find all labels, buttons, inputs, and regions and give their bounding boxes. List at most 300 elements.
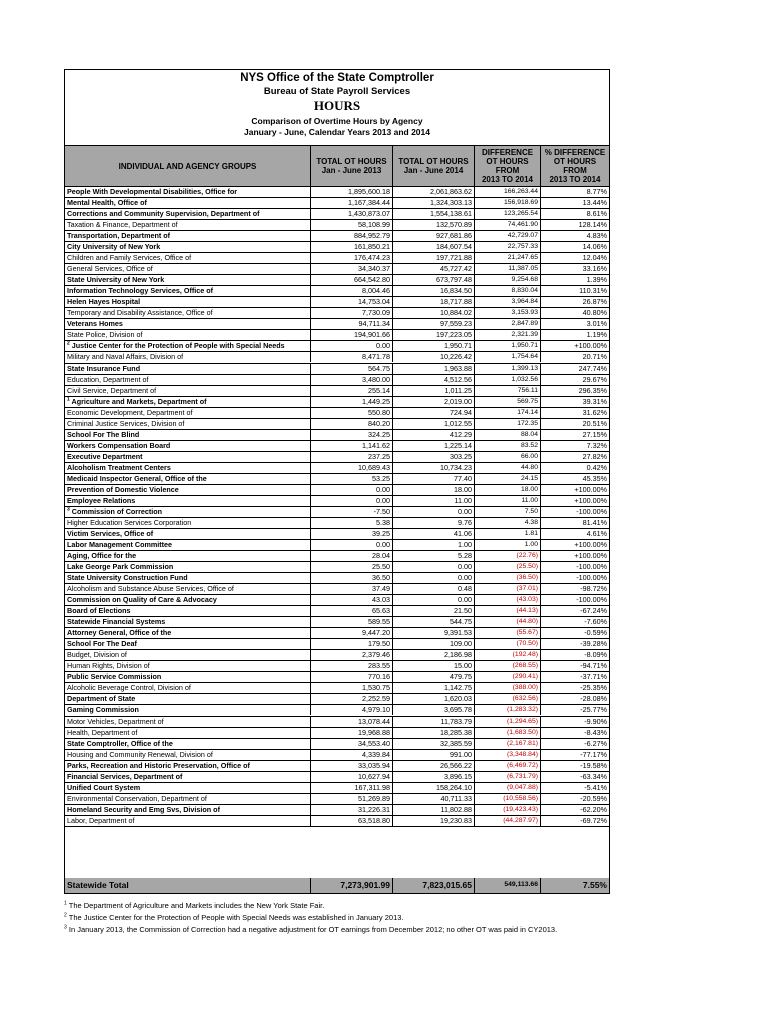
- table-row: [65, 408, 609, 419]
- percent-difference-cell: -37.71%: [540, 672, 609, 682]
- difference-cell: (6,469.72): [474, 761, 540, 771]
- table-row: [65, 253, 609, 264]
- column-header-total-2013: TOTAL OT HOURS Jan - June 2013: [310, 146, 392, 186]
- hours-2014-cell: 19,230.83: [392, 816, 474, 826]
- percent-difference-cell: -100.00%: [540, 573, 609, 583]
- table-row: [65, 705, 609, 716]
- percent-difference-cell: 110.31%: [540, 286, 609, 296]
- agency-name: Lake George Park Commission: [67, 562, 174, 572]
- hours-2014-cell: 45,727.42: [392, 264, 474, 274]
- percent-difference-cell: +100.00%: [540, 341, 609, 351]
- agency-name: Information Technology Services, Office of: [67, 286, 214, 296]
- total-label: Statewide Total: [67, 880, 129, 890]
- hours-2014-cell: 2,019.00: [392, 397, 474, 407]
- difference-cell: 123,265.54: [474, 209, 540, 219]
- percent-difference-cell: -7.60%: [540, 617, 609, 627]
- hours-2014-cell: 11,783.79: [392, 717, 474, 727]
- hours-2013-cell: 19,968.88: [310, 728, 392, 738]
- difference-cell: 166,263.44: [474, 187, 540, 197]
- report-frame: [64, 69, 610, 894]
- hours-2013-cell: 840.20: [310, 419, 392, 429]
- total-percent: 7.55%: [540, 878, 609, 893]
- agency-name-cell: [67, 540, 310, 550]
- hours-2014-cell: 1,142.75: [392, 683, 474, 693]
- table-row: [65, 220, 609, 231]
- hours-2014-cell: 9.76: [392, 518, 474, 528]
- agency-name-cell: [67, 805, 310, 815]
- table-column-header: [65, 145, 609, 187]
- hours-2013-cell: 8,004.46: [310, 286, 392, 296]
- hours-2013-cell: 5.38: [310, 518, 392, 528]
- percent-difference-cell: +100.00%: [540, 540, 609, 550]
- percent-difference-cell: -19.58%: [540, 761, 609, 771]
- agency-name: State University Construction Fund: [67, 573, 188, 583]
- percent-difference-cell: -94.71%: [540, 661, 609, 671]
- hours-2013-cell: 8,471.78: [310, 352, 392, 362]
- agency-name-cell: [67, 639, 310, 649]
- difference-cell: (44.13): [474, 606, 540, 616]
- percent-difference-cell: 45.35%: [540, 474, 609, 484]
- footnote-text: The Department of Agriculture and Markets includes the New York State Fair.: [68, 901, 325, 910]
- footnote-number: 2: [64, 912, 67, 919]
- agency-name-cell: [67, 584, 310, 594]
- table-row: [65, 485, 609, 496]
- difference-cell: (1,283.32): [474, 705, 540, 715]
- hours-2013-cell: 2,379.46: [310, 650, 392, 660]
- hours-2013-cell: 63,518.80: [310, 816, 392, 826]
- agency-name-cell: [67, 308, 310, 318]
- agency-name-cell: [67, 650, 310, 660]
- agency-name: Children and Family Services, Office of: [67, 253, 192, 263]
- percent-difference-cell: 20.71%: [540, 352, 609, 362]
- percent-difference-cell: -9.90%: [540, 717, 609, 727]
- table-row: [65, 683, 609, 694]
- table-row: [65, 341, 609, 352]
- hours-2013-cell: 10,627.94: [310, 772, 392, 782]
- column-header-percent-difference: % DIFFERENCE OT HOURS FROM 2013 TO 2014: [540, 146, 609, 186]
- footnote-number: 3: [64, 924, 67, 931]
- column-header-agency: INDIVIDUAL AND AGENCY GROUPS: [118, 161, 257, 171]
- agency-name: Education, Department of: [67, 374, 149, 384]
- table-row: [65, 430, 609, 441]
- hours-2014-cell: 1.00: [392, 540, 474, 550]
- difference-cell: (22.76): [474, 551, 540, 561]
- agency-name: City University of New York: [67, 242, 161, 252]
- percent-difference-cell: -0.59%: [540, 628, 609, 638]
- percent-difference-cell: 27.82%: [540, 452, 609, 462]
- table-row: [65, 794, 609, 805]
- percent-difference-cell: +100.00%: [540, 551, 609, 561]
- table-row: [65, 209, 609, 220]
- hours-2013-cell: 36.50: [310, 573, 392, 583]
- hours-2014-cell: 1,011.25: [392, 386, 474, 396]
- report-heading: HOURS: [313, 98, 361, 113]
- agency-name: Higher Education Services Corporation: [67, 517, 192, 527]
- percent-difference-cell: 1.39%: [540, 275, 609, 285]
- hours-2014-cell: 0.00: [392, 562, 474, 572]
- agency-name-cell: [67, 364, 310, 374]
- table-row: [65, 242, 609, 253]
- table-row: [65, 330, 609, 341]
- hours-2014-cell: 5.28: [392, 551, 474, 561]
- footnotes: [64, 900, 704, 936]
- agency-name-cell: [67, 275, 310, 285]
- difference-cell: 2,321.39: [474, 330, 540, 340]
- table-row: [65, 540, 609, 551]
- difference-cell: (632.56): [474, 694, 540, 704]
- agency-name: Workers Compensation Board: [67, 440, 171, 450]
- agency-name: Criminal Justice Services, Division of: [67, 418, 185, 428]
- hours-2014-cell: 18,285.38: [392, 728, 474, 738]
- hours-2013-cell: 34,553.40: [310, 739, 392, 749]
- table-row: [65, 617, 609, 628]
- agency-name: Labor, Department of: [67, 815, 135, 825]
- difference-cell: 156,918.69: [474, 198, 540, 208]
- difference-cell: (25.50): [474, 562, 540, 572]
- hours-2013-cell: 34,340.37: [310, 264, 392, 274]
- agency-name-cell: [67, 728, 310, 738]
- hours-2013-cell: 4,339.84: [310, 750, 392, 760]
- difference-cell: 1,399.13: [474, 364, 540, 374]
- table-row: [65, 397, 609, 408]
- agency-name-cell: [67, 683, 310, 693]
- agency-name-cell: [67, 209, 310, 219]
- difference-cell: 42,729.07: [474, 231, 540, 241]
- hours-2014-cell: 21.50: [392, 606, 474, 616]
- difference-cell: (70.50): [474, 639, 540, 649]
- agency-name: Economic Development, Department of: [67, 407, 193, 417]
- agency-name: Justice Center for the Protection of People with Special Needs: [71, 341, 285, 351]
- agency-name-cell: [67, 496, 310, 506]
- hours-2013-cell: 884,952.79: [310, 231, 392, 241]
- percent-difference-cell: 8.77%: [540, 187, 609, 197]
- hours-2014-cell: 0.00: [392, 507, 474, 517]
- agency-name-cell: [67, 198, 310, 208]
- footnote-marker: 2: [67, 341, 70, 348]
- table-row: [65, 352, 609, 363]
- agency-name: Parks, Recreation and Historic Preservation, Office of: [67, 760, 250, 770]
- agency-name: Public Service Commission: [67, 672, 162, 682]
- percent-difference-cell: -25.77%: [540, 705, 609, 715]
- agency-name: Alcoholic Beverage Control, Division of: [67, 683, 191, 693]
- difference-cell: 18.00: [474, 485, 540, 495]
- percent-difference-cell: 14.06%: [540, 242, 609, 252]
- table-row: [65, 717, 609, 728]
- difference-cell: (192.48): [474, 650, 540, 660]
- table-row: [65, 496, 609, 507]
- percent-difference-cell: -63.34%: [540, 772, 609, 782]
- table-row: [65, 474, 609, 485]
- agency-name-cell: [67, 518, 310, 528]
- table-row: [65, 783, 609, 794]
- hours-2013-cell: 664,542.80: [310, 275, 392, 285]
- agency-name: General Services, Office of: [67, 264, 153, 274]
- table-body: [65, 187, 609, 827]
- percent-difference-cell: -39.28%: [540, 639, 609, 649]
- agency-name-cell: [67, 694, 310, 704]
- agency-name-cell: [67, 761, 310, 771]
- agency-name: Human Rights, Division of: [67, 661, 150, 671]
- table-row: [65, 562, 609, 573]
- agency-name-cell: [67, 341, 310, 351]
- table-row: [65, 628, 609, 639]
- hours-2014-cell: 0.00: [392, 573, 474, 583]
- table-row: [65, 452, 609, 463]
- table-row: [65, 529, 609, 540]
- hours-2014-cell: 3,896.15: [392, 772, 474, 782]
- hours-2014-cell: 11,802.88: [392, 805, 474, 815]
- agency-name: Helen Hayes Hospital: [67, 297, 141, 307]
- agency-name-cell: [67, 319, 310, 329]
- difference-cell: (268.55): [474, 661, 540, 671]
- difference-cell: (1,294.65): [474, 717, 540, 727]
- agency-name-cell: [67, 419, 310, 429]
- agency-name-cell: [67, 187, 310, 197]
- hours-2013-cell: 1,530.75: [310, 683, 392, 693]
- hours-2013-cell: 33,035.94: [310, 761, 392, 771]
- hours-2014-cell: 412.29: [392, 430, 474, 440]
- hours-2014-cell: 3,695.78: [392, 705, 474, 715]
- footnote-marker: 1: [67, 396, 70, 403]
- agency-name: Transportation, Department of: [67, 231, 171, 241]
- agency-name: Homeland Security and Emg Svs, Division of: [67, 804, 220, 814]
- difference-cell: (388.00): [474, 683, 540, 693]
- difference-cell: 1.81: [474, 529, 540, 539]
- hours-2013-cell: 589.55: [310, 617, 392, 627]
- difference-cell: (3,348.84): [474, 750, 540, 760]
- hours-2013-cell: 2,252.59: [310, 694, 392, 704]
- difference-cell: (19,423.43): [474, 805, 540, 815]
- table-row: [65, 816, 609, 827]
- hours-2013-cell: 25.50: [310, 562, 392, 572]
- percent-difference-cell: 3.01%: [540, 319, 609, 329]
- percent-difference-cell: -8.09%: [540, 650, 609, 660]
- agency-name: Labor Management Committee: [67, 540, 173, 549]
- hours-2014-cell: 1,324,303.13: [392, 198, 474, 208]
- statewide-total-row: [65, 878, 609, 893]
- table-row: [65, 264, 609, 275]
- agency-name: School For The Deaf: [67, 639, 137, 649]
- hours-2013-cell: 1,895,600.18: [310, 187, 392, 197]
- hours-2014-cell: 0.00: [392, 595, 474, 605]
- difference-cell: (2,167.81): [474, 739, 540, 749]
- percent-difference-cell: -6.27%: [540, 739, 609, 749]
- agency-name: Prevention of Domestic Violence: [67, 484, 179, 494]
- agency-name: Housing and Community Renewal, Division of: [67, 749, 213, 759]
- table-row: [65, 551, 609, 562]
- agency-name-cell: [67, 617, 310, 627]
- percent-difference-cell: -98.72%: [540, 584, 609, 594]
- table-row: [65, 584, 609, 595]
- agency-name: Corrections and Community Supervision, Department of: [67, 209, 260, 219]
- difference-cell: 4.38: [474, 518, 540, 528]
- agency-name: Temporary and Disability Assistance, Office of: [67, 308, 213, 318]
- difference-cell: 11,387.05: [474, 264, 540, 274]
- hours-2013-cell: 43.03: [310, 595, 392, 605]
- hours-2013-cell: 37.49: [310, 584, 392, 594]
- agency-name-cell: [67, 562, 310, 572]
- agency-name-cell: [67, 750, 310, 760]
- difference-cell: 1,950.71: [474, 341, 540, 351]
- percent-difference-cell: 40.80%: [540, 308, 609, 318]
- agency-name: Unified Court System: [67, 782, 141, 792]
- agency-name: Veterans Homes: [67, 319, 123, 329]
- percent-difference-cell: -67.24%: [540, 606, 609, 616]
- percent-difference-cell: 29.67%: [540, 375, 609, 385]
- agency-name: Environmental Conservation, Department of: [67, 793, 207, 803]
- table-row: [65, 739, 609, 750]
- footnote-marker: 3: [67, 506, 70, 513]
- table-row: [65, 187, 609, 198]
- table-row: [65, 639, 609, 650]
- hours-2014-cell: 724.94: [392, 408, 474, 418]
- hours-2013-cell: 0.00: [310, 341, 392, 351]
- difference-cell: 22,757.33: [474, 242, 540, 252]
- table-row: [65, 419, 609, 430]
- percent-difference-cell: -69.72%: [540, 816, 609, 826]
- agency-name-cell: [67, 220, 310, 230]
- percent-difference-cell: 33.16%: [540, 264, 609, 274]
- footnote: [64, 924, 704, 936]
- table-row: [65, 650, 609, 661]
- hours-2013-cell: 0.00: [310, 496, 392, 506]
- agency-name-cell: [67, 375, 310, 385]
- report-title: NYS Office of the State Comptroller: [240, 72, 434, 84]
- hours-2014-cell: 10,734.23: [392, 463, 474, 473]
- percent-difference-cell: 20.51%: [540, 419, 609, 429]
- hours-2014-cell: 303.25: [392, 452, 474, 462]
- report-period: January - June, Calendar Years 2013 and 2014: [243, 127, 430, 137]
- hours-2013-cell: 161,850.21: [310, 242, 392, 252]
- difference-cell: 1,754.64: [474, 352, 540, 362]
- total-2014: 7,823,015.65: [392, 878, 474, 893]
- agency-name: Employee Relations: [67, 495, 136, 505]
- hours-2013-cell: 13,078.44: [310, 717, 392, 727]
- difference-cell: (10,558.56): [474, 794, 540, 804]
- hours-2013-cell: 65.63: [310, 606, 392, 616]
- difference-cell: 3,964.84: [474, 297, 540, 307]
- table-row: [65, 375, 609, 386]
- hours-2013-cell: 255.14: [310, 386, 392, 396]
- difference-cell: (9,047.88): [474, 783, 540, 793]
- percent-difference-cell: -100.00%: [540, 562, 609, 572]
- difference-cell: 66.00: [474, 452, 540, 462]
- table-row: [65, 518, 609, 529]
- agency-name-cell: [67, 573, 310, 583]
- hours-2013-cell: 3,480.00: [310, 375, 392, 385]
- hours-2013-cell: 167,311.98: [310, 783, 392, 793]
- hours-2013-cell: 10,689.43: [310, 463, 392, 473]
- hours-2013-cell: 7,730.09: [310, 308, 392, 318]
- hours-2014-cell: 1,225.14: [392, 441, 474, 451]
- difference-cell: 756.11: [474, 386, 540, 396]
- percent-difference-cell: 247.74%: [540, 364, 609, 374]
- hours-2013-cell: 39.25: [310, 529, 392, 539]
- agency-name: Health, Department of: [67, 727, 138, 737]
- hours-2013-cell: 1,449.25: [310, 397, 392, 407]
- agency-name: Commission on Quality of Care & Advocacy: [67, 595, 217, 605]
- difference-cell: 21,247.65: [474, 253, 540, 263]
- percent-difference-cell: -62.20%: [540, 805, 609, 815]
- hours-2013-cell: 770.16: [310, 672, 392, 682]
- footnote: [64, 900, 704, 912]
- hours-2013-cell: 0.00: [310, 485, 392, 495]
- footnote-number: 1: [64, 900, 67, 907]
- hours-2014-cell: 40,711.33: [392, 794, 474, 804]
- table-row: [65, 728, 609, 739]
- difference-cell: 2,847.89: [474, 319, 540, 329]
- total-difference: 549,113.66: [474, 878, 540, 893]
- percent-difference-cell: 8.61%: [540, 209, 609, 219]
- agency-name: Military and Naval Affairs, Division of: [67, 352, 184, 362]
- hours-2014-cell: 673,797.48: [392, 275, 474, 285]
- agency-name: State Comptroller, Office of the: [67, 738, 173, 748]
- agency-name-cell: [67, 739, 310, 749]
- difference-cell: 3,153.93: [474, 308, 540, 318]
- hours-2014-cell: 18.00: [392, 485, 474, 495]
- percent-difference-cell: -5.41%: [540, 783, 609, 793]
- hours-2013-cell: 28.04: [310, 551, 392, 561]
- table-row: [65, 573, 609, 584]
- agency-name: Department of State: [67, 694, 136, 704]
- column-header-difference: DIFFERENCE OT HOURS FROM 2013 TO 2014: [474, 146, 540, 186]
- difference-cell: 1.00: [474, 540, 540, 550]
- hours-2014-cell: 1,554,138.61: [392, 209, 474, 219]
- agency-name-cell: [67, 816, 310, 826]
- table-row: [65, 606, 609, 617]
- percent-difference-cell: 296.35%: [540, 386, 609, 396]
- agency-name: State University of New York: [67, 275, 165, 285]
- hours-2013-cell: 1,430,873.07: [310, 209, 392, 219]
- table-row: [65, 198, 609, 209]
- hours-2013-cell: 550.80: [310, 408, 392, 418]
- agency-name: Attorney General, Office of the: [67, 628, 172, 638]
- agency-name: Taxation & Finance, Department of: [67, 220, 178, 230]
- hours-2014-cell: 4,512.56: [392, 375, 474, 385]
- difference-cell: (44.80): [474, 617, 540, 627]
- table-row: [65, 275, 609, 286]
- percent-difference-cell: 0.42%: [540, 463, 609, 473]
- percent-difference-cell: 128.14%: [540, 220, 609, 230]
- table-row: [65, 308, 609, 319]
- agency-name: Aging, Office for the: [67, 551, 137, 561]
- hours-2013-cell: 194,901.66: [310, 330, 392, 340]
- agency-name-cell: [67, 507, 310, 517]
- percent-difference-cell: -20.59%: [540, 794, 609, 804]
- hours-2014-cell: 26,566.22: [392, 761, 474, 771]
- agency-name: Alcoholism Treatment Centers: [67, 462, 171, 472]
- footnote: [64, 912, 704, 924]
- hours-2014-cell: 197,223.05: [392, 330, 474, 340]
- hours-2014-cell: 158,264.10: [392, 783, 474, 793]
- table-row: [65, 286, 609, 297]
- table-row: [65, 750, 609, 761]
- difference-cell: (55.67): [474, 628, 540, 638]
- agency-name-cell: [67, 551, 310, 561]
- table-row: [65, 761, 609, 772]
- hours-2013-cell: 9,447.20: [310, 628, 392, 638]
- difference-cell: 7.50: [474, 507, 540, 517]
- agency-name: Gaming Commission: [67, 705, 139, 715]
- table-row: [65, 297, 609, 308]
- agency-name-cell: [67, 231, 310, 241]
- difference-cell: (1,683.50): [474, 728, 540, 738]
- footnote-text: The Justice Center for the Protection of People with Special Needs was established in January 2013.: [68, 913, 404, 922]
- agency-name-cell: [67, 242, 310, 252]
- column-header-total-2014: TOTAL OT HOURS Jan - June 2014: [392, 146, 474, 186]
- percent-difference-cell: 13.44%: [540, 198, 609, 208]
- table-row: [65, 441, 609, 452]
